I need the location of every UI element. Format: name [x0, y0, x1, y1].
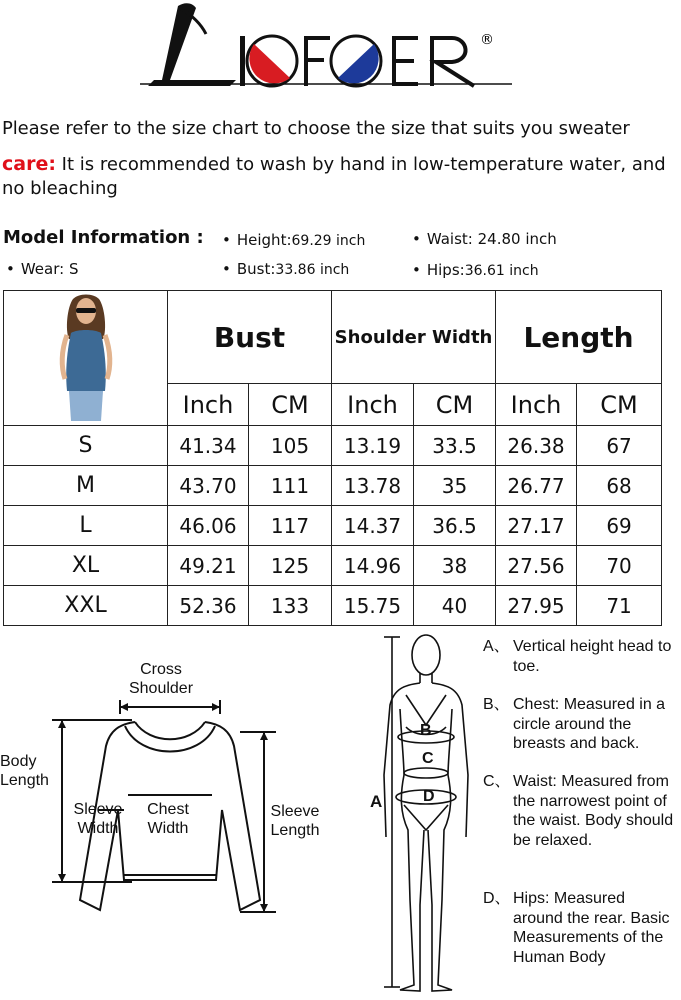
rule-b: B、 Chest: Measured in a circle around the breasts and back.: [483, 696, 666, 752]
value-cell: 27.17: [496, 506, 577, 546]
model-photo-cell: [4, 291, 168, 426]
rule-c: C、 Waist: Measured from the narrowest point of the waist. Body should be relaxed.: [483, 773, 674, 849]
intro-text: Please refer to the size chart to choose the size that suits you sweater: [2, 118, 630, 139]
label-body-length: Body Length: [0, 753, 49, 789]
model-wear: • Wear: S: [6, 260, 79, 278]
unit-cell: Inch: [168, 384, 249, 426]
label-a: A: [370, 792, 383, 811]
value-cell: 52.36: [168, 586, 249, 626]
value-cell: 49.21: [168, 546, 249, 586]
size-label: L: [4, 506, 168, 546]
value-cell: 67: [577, 426, 662, 466]
header-shoulder-width: Shoulder Width: [332, 291, 496, 384]
unit-cell: CM: [577, 384, 662, 426]
value-cell: 69: [577, 506, 662, 546]
value-cell: 27.95: [496, 586, 577, 626]
size-label: XXL: [4, 586, 168, 626]
value-cell: 13.19: [332, 426, 414, 466]
label-cross-shoulder: Cross Shoulder: [128, 661, 194, 697]
unit-cell: CM: [249, 384, 332, 426]
rule-d: D、 Hips: Measured around the rear. Basic Measurements of the Human Body: [483, 890, 670, 966]
value-cell: 33.5: [414, 426, 496, 466]
value-cell: 40: [414, 586, 496, 626]
value-cell: 43.70: [168, 466, 249, 506]
brand-logo: [140, 0, 520, 95]
care-note: [2, 152, 678, 201]
model-hips: • Hips:36.61 inch: [412, 261, 539, 279]
value-cell: 36.5: [414, 506, 496, 546]
table-row: [4, 546, 662, 586]
value-cell: 46.06: [168, 506, 249, 546]
care-text: It is recommended to wash by hand in low-temperature water, and no bleaching: [2, 154, 666, 199]
value-cell: 27.56: [496, 546, 577, 586]
size-label: S: [4, 426, 168, 466]
value-cell: 125: [249, 546, 332, 586]
value-cell: 70: [577, 546, 662, 586]
model-photo: [51, 291, 121, 421]
value-cell: 133: [249, 586, 332, 626]
registered-mark: ®: [480, 32, 494, 48]
header-length: Length: [496, 291, 662, 384]
label-chest-width: Chest Width: [147, 801, 189, 837]
label-c: C: [422, 750, 434, 767]
label-sleeve-length: Sleeve Length: [270, 803, 320, 839]
value-cell: 14.96: [332, 546, 414, 586]
table-row: [4, 426, 662, 466]
table-row: [4, 466, 662, 506]
model-height: • Height:69.29 inch: [222, 231, 366, 249]
label-b: B: [420, 722, 432, 739]
value-cell: 15.75: [332, 586, 414, 626]
unit-cell: Inch: [332, 384, 414, 426]
size-chart-table: [3, 290, 662, 626]
size-label: M: [4, 466, 168, 506]
care-label: care:: [2, 153, 56, 175]
value-cell: 14.37: [332, 506, 414, 546]
value-cell: 117: [249, 506, 332, 546]
table-row: [4, 586, 662, 626]
size-label: XL: [4, 546, 168, 586]
value-cell: 41.34: [168, 426, 249, 466]
table-row: [4, 506, 662, 546]
rule-a: A、 Vertical height head to toe.: [483, 638, 672, 675]
value-cell: 13.78: [332, 466, 414, 506]
model-waist: • Waist: 24.80 inch: [412, 230, 557, 248]
value-cell: 38: [414, 546, 496, 586]
value-cell: 35: [414, 466, 496, 506]
value-cell: 111: [249, 466, 332, 506]
value-cell: 26.38: [496, 426, 577, 466]
value-cell: 71: [577, 586, 662, 626]
value-cell: 68: [577, 466, 662, 506]
model-bust: • Bust:33.86 inch: [222, 260, 350, 278]
model-info-title: Model Information :: [3, 227, 204, 248]
header-bust: Bust: [168, 291, 332, 384]
value-cell: 26.77: [496, 466, 577, 506]
unit-cell: CM: [414, 384, 496, 426]
value-cell: 105: [249, 426, 332, 466]
label-sleeve-width: Sleeve Width: [73, 801, 123, 837]
label-d: D: [423, 788, 435, 805]
unit-cell: Inch: [496, 384, 577, 426]
